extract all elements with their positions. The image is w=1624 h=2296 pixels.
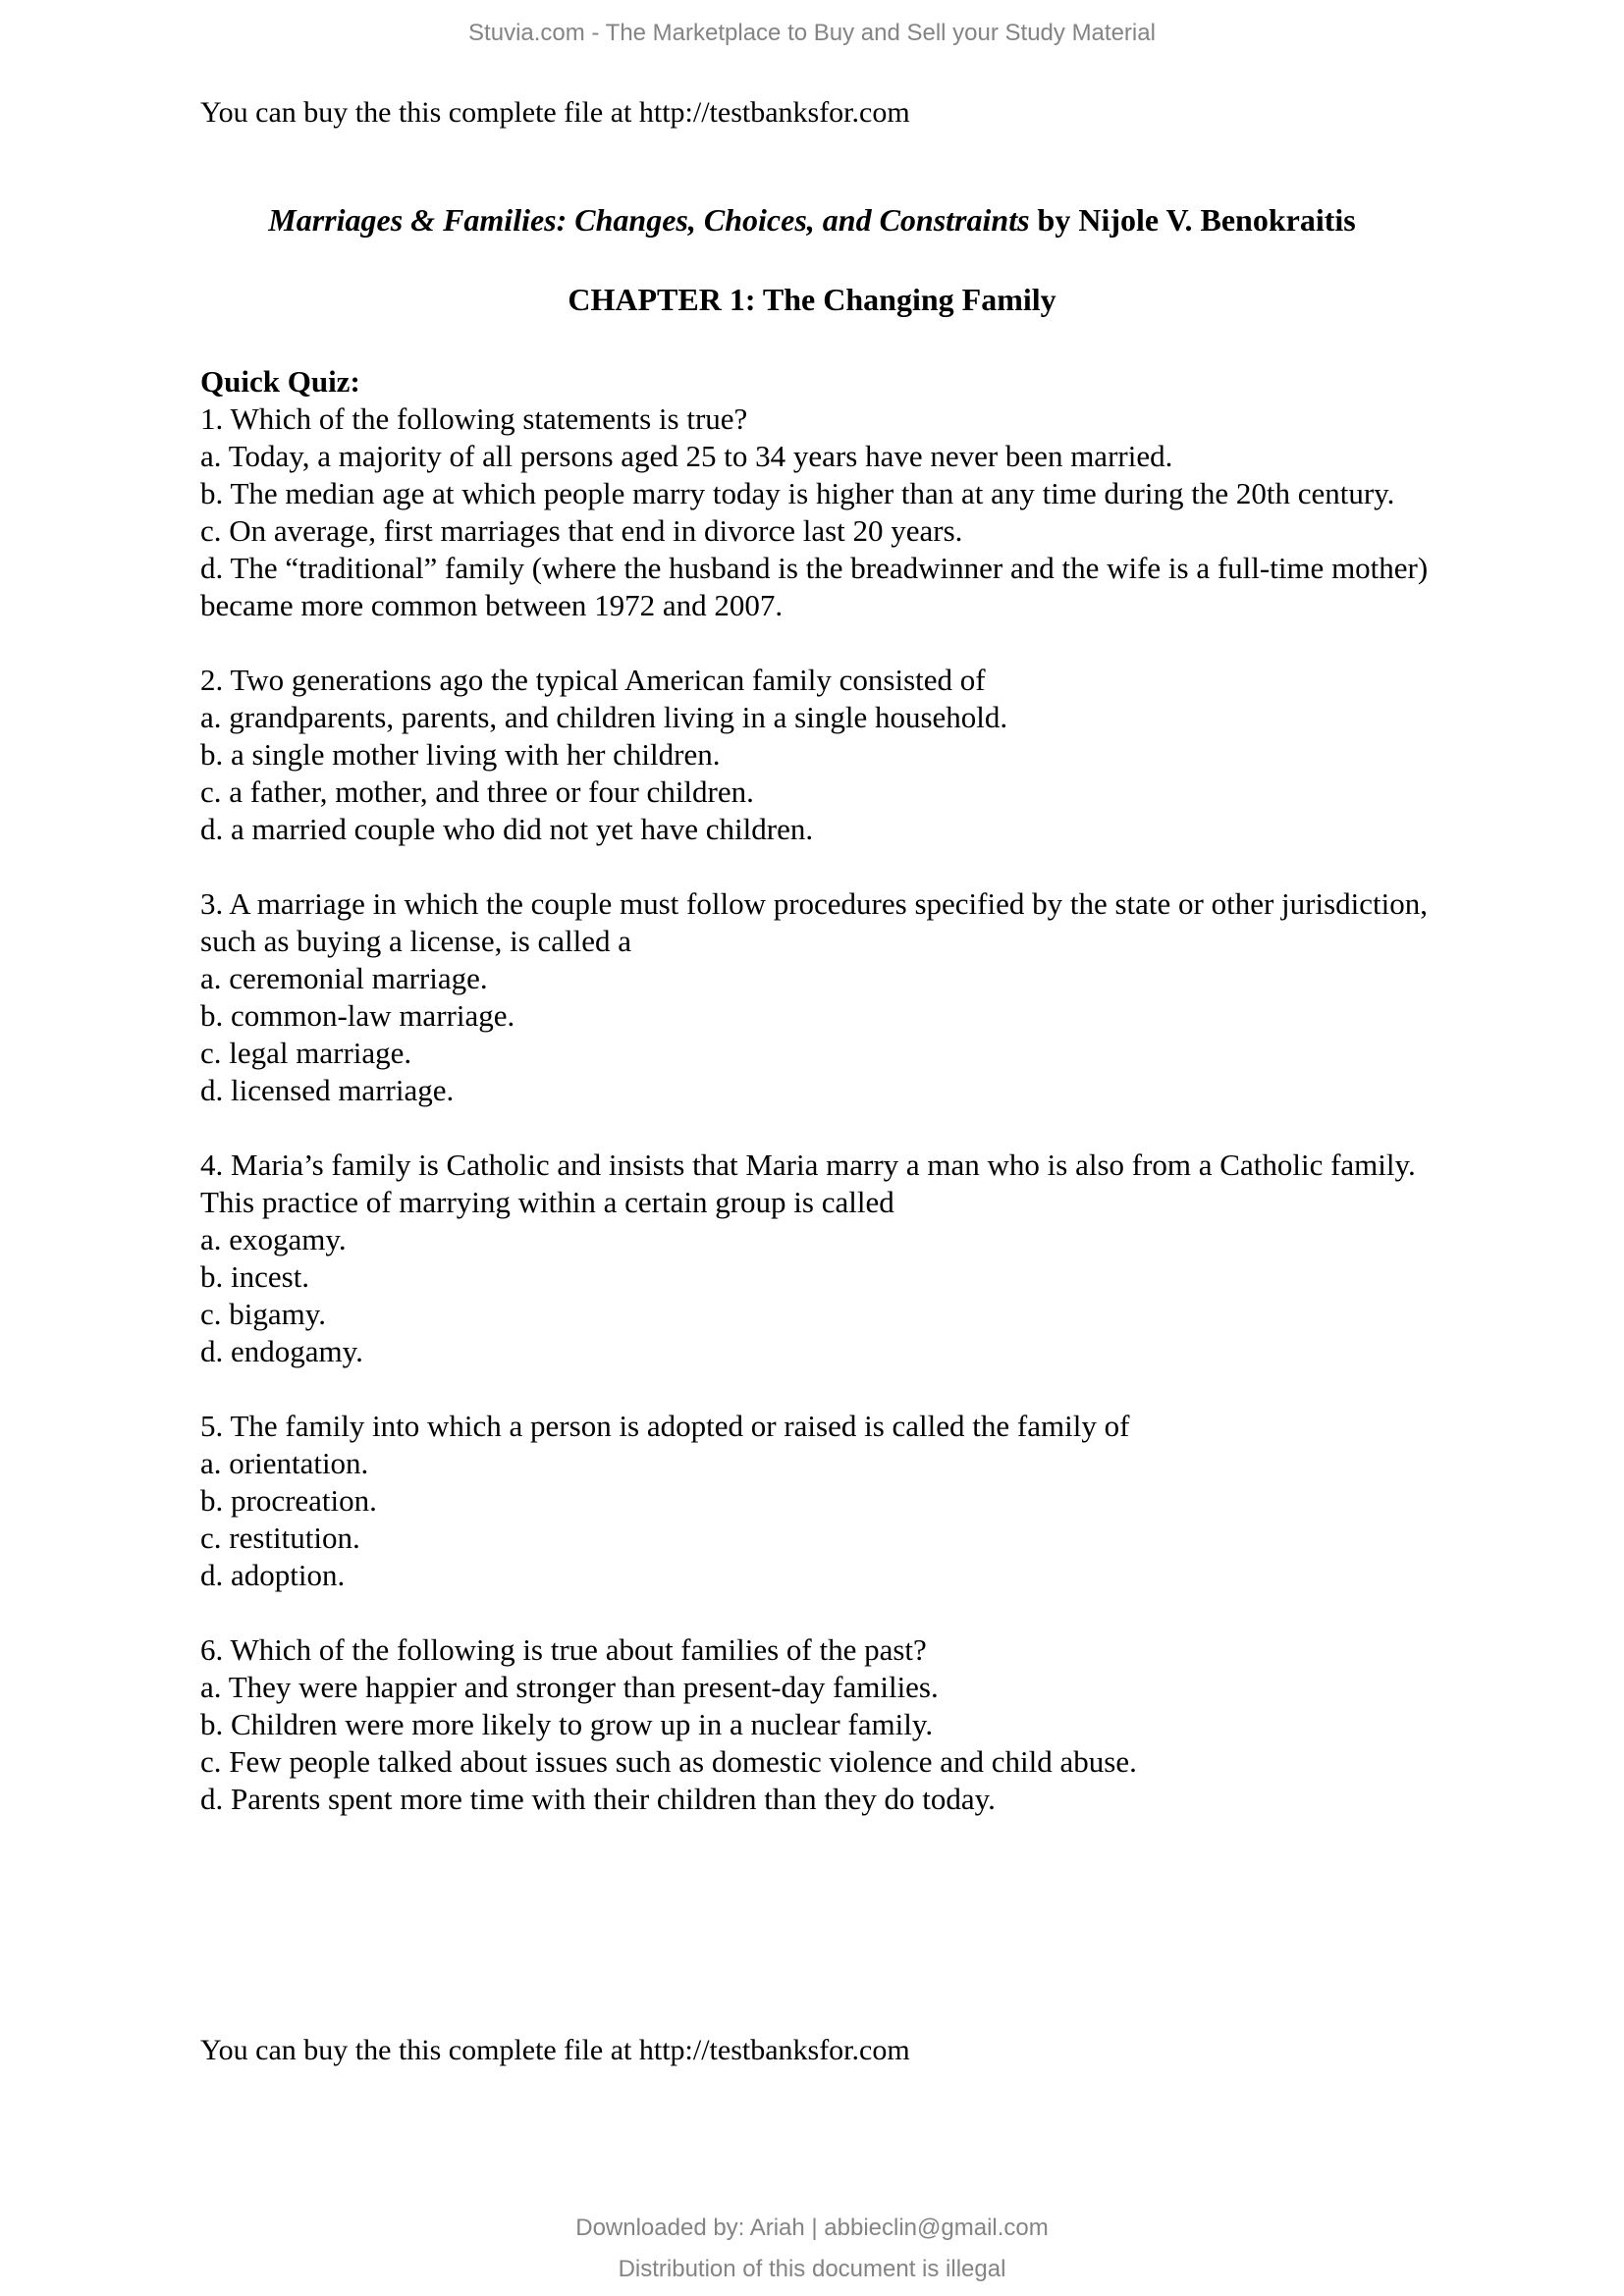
option-a: a. Today, a majority of all persons aged 25 to 34 years have never been married. xyxy=(200,439,1173,473)
question-text: 3. A marriage in which the couple must follow procedures specified by the state or other jurisdiction, such as buying a license, is called a xyxy=(200,886,1429,958)
option-b: b. Children were more likely to grow up in a nuclear family. xyxy=(200,1707,934,1741)
book-author: by Nijole V. Benokraitis xyxy=(1029,202,1356,238)
book-title-line xyxy=(0,202,1624,239)
option-a: a. exogamy. xyxy=(200,1222,347,1256)
option-c: c. bigamy. xyxy=(200,1297,326,1331)
quiz-section xyxy=(200,363,1457,1818)
quiz-heading: Quick Quiz: xyxy=(200,364,360,399)
stuvia-header-note: Stuvia.com - The Marketplace to Buy and Sell your Study Material xyxy=(468,20,1156,46)
distribution-illegal-note: Distribution of this document is illegal xyxy=(618,2256,1006,2282)
option-a: a. ceremonial marriage. xyxy=(200,961,488,995)
question-text: 5. The family into which a person is adopted or raised is called the family of xyxy=(200,1409,1130,1443)
option-c: c. On average, first marriages that end in divorce last 20 years. xyxy=(200,513,963,548)
option-c: c. Few people talked about issues such as domestic violence and child abuse. xyxy=(200,1744,1137,1779)
option-b: b. a single mother living with her children. xyxy=(200,737,721,772)
option-d: d. a married couple who did not yet have children. xyxy=(200,812,814,846)
option-d: d. adoption. xyxy=(200,1558,346,1592)
option-c: c. legal marriage. xyxy=(200,1036,412,1070)
option-c: c. restitution. xyxy=(200,1521,360,1555)
question-block-3 xyxy=(200,885,1457,1109)
question-block-2 xyxy=(200,662,1457,848)
chapter-title: CHAPTER 1: The Changing Family xyxy=(568,282,1056,317)
buy-file-link-top: You can buy the this complete file at http://testbanksfor.com xyxy=(200,96,910,129)
option-d: d. The “traditional” family (where the husband is the breadwinner and the wife is a full-time mother) became more common between 1972 and 2007. xyxy=(200,551,1429,622)
question-block-5 xyxy=(200,1408,1457,1594)
option-a: a. They were happier and stronger than present-day families. xyxy=(200,1670,939,1704)
question-block-1 xyxy=(200,400,1457,624)
option-a: a. grandparents, parents, and children living in a single household. xyxy=(200,700,1008,734)
question-text: 6. Which of the following is true about families of the past? xyxy=(200,1632,927,1667)
option-b: b. procreation. xyxy=(200,1483,377,1518)
option-d: d. licensed marriage. xyxy=(200,1073,455,1107)
option-d: d. Parents spent more time with their children than they do today. xyxy=(200,1782,996,1816)
question-text: 2. Two generations ago the typical American family consisted of xyxy=(200,663,986,697)
option-c: c. a father, mother, and three or four children. xyxy=(200,774,754,809)
option-d: d. endogamy. xyxy=(200,1334,363,1368)
question-text: 4. Maria’s family is Catholic and insists that Maria marry a man who is also from a Catholic family. This practice of marrying within a certain group is called xyxy=(200,1148,1416,1219)
option-b: b. common-law marriage. xyxy=(200,998,515,1033)
question-block-6 xyxy=(200,1631,1457,1818)
option-b: b. incest. xyxy=(200,1259,310,1294)
buy-file-link-bottom: You can buy the this complete file at http://testbanksfor.com xyxy=(200,2034,910,2066)
option-a: a. orientation. xyxy=(200,1446,369,1480)
downloaded-by-note: Downloaded by: Ariah | abbieclin@gmail.com xyxy=(575,2215,1049,2241)
option-b: b. The median age at which people marry today is higher than at any time during the 20th century. xyxy=(200,476,1395,510)
book-title: Marriages & Families: Changes, Choices, and Constraints xyxy=(268,202,1030,238)
question-text: 1. Which of the following statements is true? xyxy=(200,401,748,436)
question-block-4 xyxy=(200,1147,1457,1370)
